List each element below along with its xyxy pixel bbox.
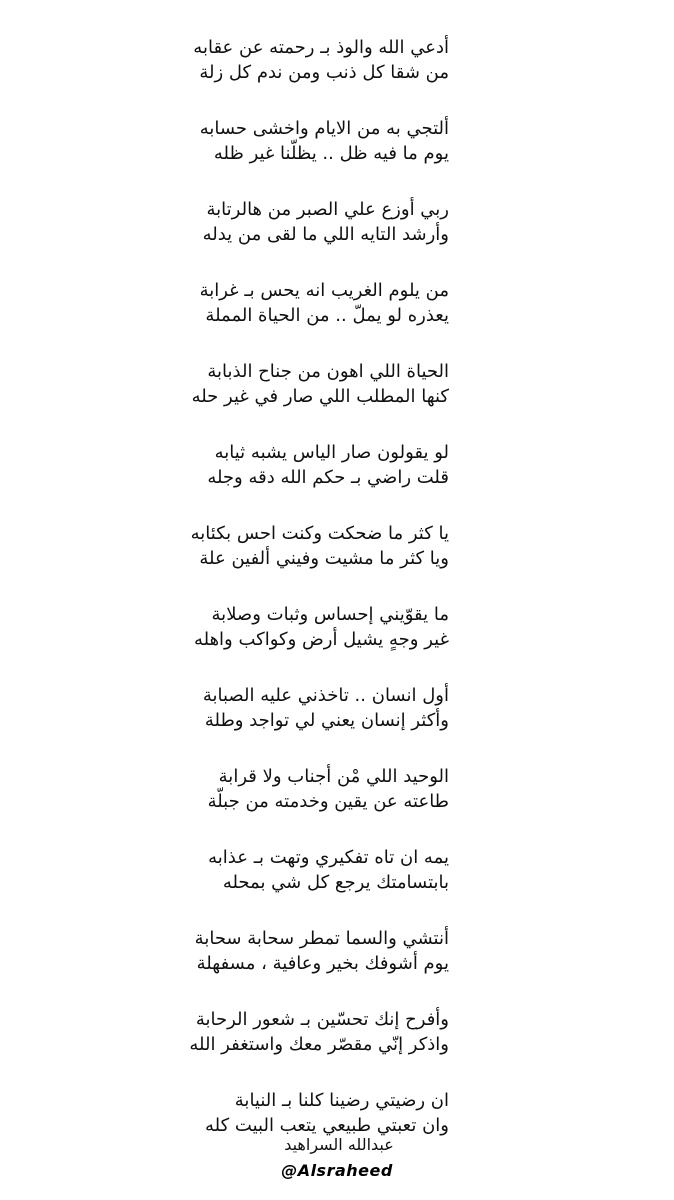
author-handle: @Alsraheed bbox=[281, 1161, 393, 1180]
poem-line: يا كثر ما ضحكت وكنت احس بكئابه bbox=[190, 523, 449, 544]
poem-line: من شقا كل ذنب ومن ندم كل زلة bbox=[199, 62, 449, 83]
poem-line: ان رضيتي رضينا كلنا بـ النيابة bbox=[234, 1090, 449, 1111]
poem-line: كنها المطلب اللي صار في غير حله bbox=[191, 386, 449, 407]
poem-line: أدعي الله والوذ بـ رحمته عن عقابه bbox=[193, 37, 449, 58]
poem-line: لو يقولون صار الياس يشبه ثيابه bbox=[214, 442, 449, 463]
poem-line: واذكر إنّي مقصّر معك واستغفر الله bbox=[189, 1034, 449, 1055]
poem-line: ألتجي به من الايام واخشى حسابه bbox=[199, 118, 449, 139]
author-name: عبدالله السراهيد bbox=[284, 1135, 394, 1154]
poem-line: وأكثر إنسان يعني لي تواجد وطلة bbox=[204, 710, 449, 731]
poem-line: يوم ما فيه ظل .. يظلّنا غير ظله bbox=[213, 143, 449, 164]
poem-line: قلت راضي بـ حكم الله دقه وجله bbox=[207, 467, 449, 488]
stanza bbox=[0, 512, 674, 593]
poem-line: ربي أوزع علي الصبر من هالرتابة bbox=[206, 199, 449, 220]
poem-line: غير وجهٍ يشيل أرض وكواكب واهله bbox=[193, 629, 449, 650]
poem-line: طاعته عن يقين وخدمته من جبلّة bbox=[207, 791, 449, 812]
stanza bbox=[0, 593, 674, 674]
poem-line: ما يقوّيني إحساس وثبات وصلابة bbox=[211, 604, 449, 625]
stanza bbox=[0, 26, 674, 107]
stanza bbox=[0, 350, 674, 431]
stanza bbox=[0, 755, 674, 836]
stanza bbox=[0, 188, 674, 269]
signature bbox=[0, 1134, 674, 1181]
poem-line: يوم أشوفك بخير وعافية ، مسفهلة bbox=[196, 953, 449, 974]
poem-line: الوحيد اللي مْن أجناب ولا قرابة bbox=[218, 766, 449, 787]
poem-line: أول انسان .. تاخذني عليه الصبابة bbox=[202, 685, 449, 706]
stanza bbox=[0, 269, 674, 350]
stanza bbox=[0, 431, 674, 512]
poem-line: الحياة اللي اهون من جناح الذبابة bbox=[207, 361, 449, 382]
poem-line: بابتسامتك يرجع كل شي بمحله bbox=[222, 872, 449, 893]
poem-line: يمه ان تاه تفكيري وتهت بـ عذابه bbox=[208, 847, 449, 868]
stanza bbox=[0, 836, 674, 917]
poem-line: ويا كثر ما مشيت وفيني ألفين علة bbox=[199, 548, 449, 569]
poem-line: وان تعبتي طبيعي يتعب البيت كله bbox=[205, 1115, 449, 1136]
stanza bbox=[0, 107, 674, 188]
poem-line: وأفرح إنك تحسّين بـ شعور الرحابة bbox=[195, 1009, 449, 1030]
poem-line: من يلوم الغريب انه يحس بـ غرابة bbox=[199, 280, 449, 301]
poem bbox=[0, 26, 674, 1160]
poem-line: أنتشي والسما تمطر سحابة سحابة bbox=[194, 928, 449, 949]
stanza bbox=[0, 674, 674, 755]
stanza bbox=[0, 998, 674, 1079]
poem-line: يعذره لو يملّ .. من الحياة المملة bbox=[205, 305, 449, 326]
poem-line: وأرشد التايه اللي ما لقى من يدله bbox=[202, 224, 449, 245]
stanza bbox=[0, 917, 674, 998]
